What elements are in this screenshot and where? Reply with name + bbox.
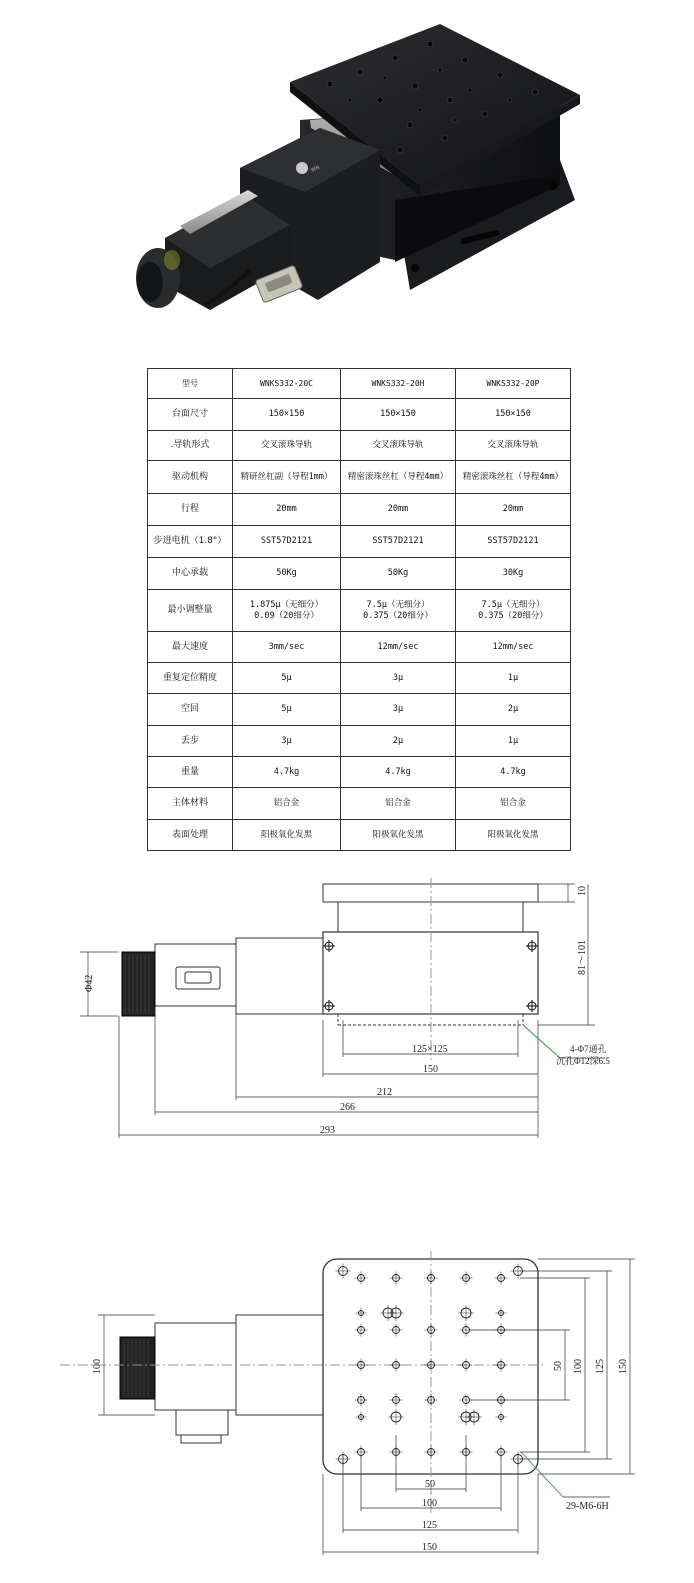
spec-row <box>148 431 571 461</box>
dim-v150: 150 <box>618 1359 629 1374</box>
spec-label: 空回 <box>148 694 233 726</box>
spec-value: 3μ <box>341 694 456 726</box>
side-view-drawing <box>0 870 694 1150</box>
dim-h125: 125 <box>422 1520 437 1531</box>
spec-value: 交叉滚珠导轨 <box>456 431 571 461</box>
spec-value: 20mm <box>456 494 571 526</box>
svg-text:WN: WN <box>310 164 321 174</box>
spec-row <box>148 399 571 431</box>
spec-value: 150×150 <box>233 399 341 431</box>
spec-value: 铝合金 <box>456 788 571 820</box>
spec-label: 重复定位精度 <box>148 663 233 694</box>
spec-row <box>148 694 571 726</box>
spec-row <box>148 461 571 494</box>
spec-value: 交叉滚珠导轨 <box>233 431 341 461</box>
dim-v125: 125 <box>595 1359 606 1374</box>
product-photo <box>0 0 694 345</box>
spec-value: SST57D2121 <box>341 526 456 558</box>
spec-value: 阳极氧化发黑 <box>341 820 456 851</box>
dim-212: 212 <box>377 1087 392 1098</box>
spec-value: 4.7kg <box>341 757 456 788</box>
spec-value: 150×150 <box>456 399 571 431</box>
spec-value: 阳极氧化发黑 <box>233 820 341 851</box>
spec-row <box>148 726 571 757</box>
spec-row <box>148 590 571 632</box>
spec-row <box>148 788 571 820</box>
dim-base-width: 150 <box>423 1064 438 1075</box>
spec-label: .导轨形式 <box>148 431 233 461</box>
dim-v100: 100 <box>573 1359 584 1374</box>
spec-value: 精密滚珠丝杠（导程4mm） <box>341 461 456 494</box>
spec-value: 精研丝杠副（导程1mm） <box>233 461 341 494</box>
spec-value: 铝合金 <box>233 788 341 820</box>
spec-value: 12mm/sec <box>341 632 456 663</box>
spec-value: WNKS332-20P <box>456 369 571 399</box>
spec-row <box>148 558 571 590</box>
spec-value: 铝合金 <box>341 788 456 820</box>
dim-v50: 50 <box>553 1361 564 1371</box>
spec-row <box>148 494 571 526</box>
spec-value: 20mm <box>233 494 341 526</box>
dim-motor-height: 100 <box>92 1359 103 1374</box>
spec-label: 中心承载 <box>148 558 233 590</box>
spec-value: 1.875μ（无细分） 0.09（20细分） <box>233 590 341 632</box>
dim-motor-dia: Φ42 <box>84 974 95 992</box>
spec-value: SST57D2121 <box>456 526 571 558</box>
spec-value: 7.5μ（无细分） 0.375（20细分） <box>456 590 571 632</box>
spec-label: 主体材料 <box>148 788 233 820</box>
dim-top-plate: 10 <box>577 886 588 896</box>
spec-table <box>147 368 571 851</box>
spec-value: 1μ <box>456 726 571 757</box>
dim-height: 81～101 <box>577 940 588 975</box>
spec-value: 2μ <box>341 726 456 757</box>
note-threaded-holes: 29-M6-6H <box>566 1501 609 1512</box>
spec-value: 5μ <box>233 694 341 726</box>
spec-label: 重量 <box>148 757 233 788</box>
spec-row <box>148 526 571 558</box>
brand-logo <box>296 162 308 174</box>
spec-value: 4.7kg <box>233 757 341 788</box>
knob-top <box>120 1337 155 1399</box>
spec-value: 3μ <box>233 726 341 757</box>
spec-value: WNKS332-20C <box>233 369 341 399</box>
note-through-holes: 4-Φ7通孔 <box>570 1044 607 1054</box>
spec-value: 5μ <box>233 663 341 694</box>
spec-value: 精密滚珠丝杠（导程4mm） <box>456 461 571 494</box>
spec-label: 驱动机构 <box>148 461 233 494</box>
spec-value: 50Kg <box>233 558 341 590</box>
spec-label: 步进电机（1.8°） <box>148 526 233 558</box>
spec-value: 50Kg <box>341 558 456 590</box>
spec-value: 阳极氧化发黑 <box>456 820 571 851</box>
dim-h150: 150 <box>422 1542 437 1553</box>
knob-side <box>122 952 155 1016</box>
spec-value: 3μ <box>341 663 456 694</box>
top-view-drawing <box>0 1245 694 1580</box>
spec-value: 30Kg <box>456 558 571 590</box>
spec-row <box>148 663 571 694</box>
spec-label: 最小调整量 <box>148 590 233 632</box>
spec-label: 行程 <box>148 494 233 526</box>
spec-value: SST57D2121 <box>233 526 341 558</box>
spec-value: 4.7kg <box>456 757 571 788</box>
spec-header-row <box>148 369 571 399</box>
dim-293: 293 <box>320 1125 335 1136</box>
spec-value: 交叉滚珠导轨 <box>341 431 456 461</box>
spec-value: 1μ <box>456 663 571 694</box>
spec-value: WNKS332-20H <box>341 369 456 399</box>
spec-value: 12mm/sec <box>456 632 571 663</box>
spec-value: 20mm <box>341 494 456 526</box>
spec-value: 3mm/sec <box>233 632 341 663</box>
spec-label: 最大速度 <box>148 632 233 663</box>
spec-label: 台面尺寸 <box>148 399 233 431</box>
dim-h50: 50 <box>425 1479 435 1490</box>
spec-value: 7.5μ（无细分） 0.375（20细分） <box>341 590 456 632</box>
dim-h100: 100 <box>422 1498 437 1509</box>
dim-hole-pitch: 125×125 <box>412 1044 448 1055</box>
spec-label: 型号 <box>148 369 233 399</box>
spec-row <box>148 757 571 788</box>
spec-label: 表面处理 <box>148 820 233 851</box>
dim-266: 266 <box>340 1102 355 1113</box>
spec-value: 150×150 <box>341 399 456 431</box>
spec-row <box>148 820 571 851</box>
spec-value: 2μ <box>456 694 571 726</box>
note-counterbore: 沉孔Φ12深6.5 <box>556 1056 610 1066</box>
spec-label: 丢步 <box>148 726 233 757</box>
spec-row <box>148 632 571 663</box>
